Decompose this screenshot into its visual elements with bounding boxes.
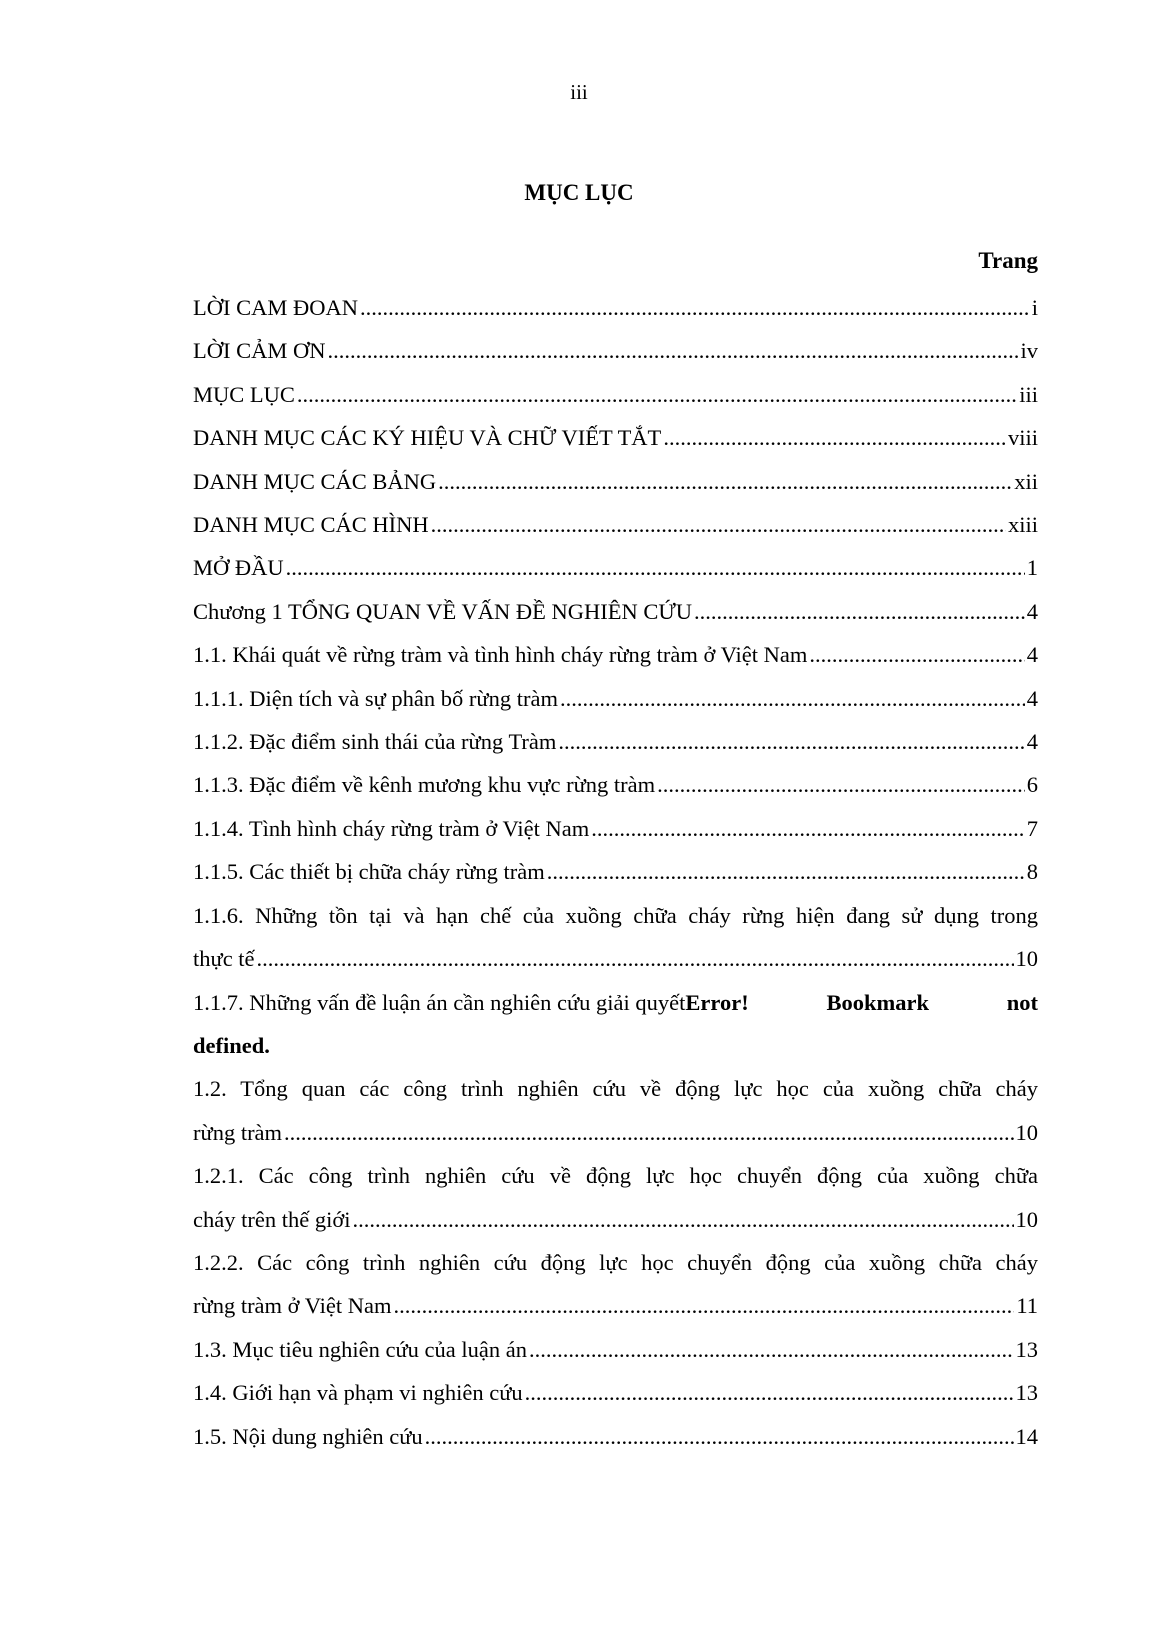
toc-entry-page: 7 — [1026, 815, 1038, 841]
toc-entry-page: 11 — [1016, 1293, 1038, 1319]
toc-entry[interactable] — [193, 416, 1038, 459]
toc-entry-line1: 1.2. Tổng quan các công trình nghiên cứu về động lực học của xuồng chữa cháy — [193, 1076, 1038, 1102]
toc-entry-label: thực tế — [193, 946, 255, 972]
toc-entry-label: rừng tràm — [193, 1119, 283, 1145]
dot-leader — [328, 329, 1019, 372]
toc-entry-page: 10 — [1015, 1206, 1038, 1232]
toc-entry[interactable] — [193, 763, 1038, 806]
dot-leader — [558, 720, 1024, 763]
dot-leader — [663, 416, 1006, 459]
toc-entry-page: 4 — [1026, 642, 1038, 668]
toc-entry[interactable] — [193, 329, 1038, 372]
dot-leader — [257, 937, 1014, 980]
toc-entry-page: 4 — [1026, 685, 1038, 711]
toc-entry-page: 10 — [1015, 1119, 1038, 1145]
toc-entry-label: cháy trên thế giới — [193, 1206, 351, 1232]
toc-entry-label: DANH MỤC CÁC HÌNH — [193, 512, 429, 538]
dot-leader — [694, 590, 1025, 633]
toc-entry[interactable] — [193, 807, 1038, 850]
toc-entry[interactable] — [193, 1328, 1038, 1371]
toc-entry-label: rừng tràm ở Việt Nam — [193, 1293, 392, 1319]
toc-entry-line1: 1.2.2. Các công trình nghiên cứu động lực học chuyển động của xuồng chữa cháy — [193, 1249, 1038, 1275]
toc-entry-page: 13 — [1015, 1380, 1038, 1406]
toc-entry-page: iv — [1020, 338, 1038, 364]
toc-entry-page: 4 — [1026, 729, 1038, 755]
toc-entry[interactable] — [193, 286, 1038, 329]
toc-entry-page: 6 — [1026, 772, 1038, 798]
toc-entry-label: 1.1.5. Các thiết bị chữa cháy rừng tràm — [193, 859, 545, 885]
toc-entry-multiline[interactable] — [193, 1154, 1038, 1241]
dot-leader — [560, 677, 1025, 720]
toc-entry-label: 1.4. Giới hạn và phạm vi nghiên cứu — [193, 1380, 523, 1406]
toc-entry-page: 8 — [1026, 859, 1038, 885]
toc-entry[interactable] — [193, 850, 1038, 893]
toc-entry-multiline[interactable] — [193, 1241, 1038, 1328]
toc-entry-label: Chương 1 TỔNG QUAN VỀ VẤN ĐỀ NGHIÊN CỨU — [193, 598, 693, 624]
toc-entry-page: 4 — [1026, 598, 1038, 624]
toc-entry-label: MỞ ĐẦU — [193, 555, 284, 581]
dot-leader — [529, 1328, 1014, 1371]
toc-entry-label: 1.1.4. Tình hình cháy rừng tràm ở Việt Nam — [193, 815, 590, 841]
toc-entry[interactable] — [193, 590, 1038, 633]
toc-entry-page: 1 — [1026, 555, 1038, 581]
toc-entry-label: 1.3. Mục tiêu nghiên cứu của luận án — [193, 1336, 527, 1362]
toc-entry-page: iii — [1019, 381, 1038, 407]
toc-entry-label: 1.1.3. Đặc điểm về kênh mương khu vực rừng tràm — [193, 772, 656, 798]
toc-entry-label: 1.1.2. Đặc điểm sinh thái của rừng Tràm — [193, 729, 557, 755]
toc-entry[interactable] — [193, 720, 1038, 763]
toc-entry-line1: 1.1.6. Những tồn tại và hạn chế của xuồng chữa cháy rừng hiện đang sử dụng trong — [193, 902, 1038, 928]
dot-leader — [297, 373, 1017, 416]
toc-entry-multiline[interactable] — [193, 894, 1038, 981]
toc-entry-label: 1.1. Khái quát về rừng tràm và tình hình cháy rừng tràm ở Việt Nam — [193, 642, 808, 668]
page-column-label: Trang — [978, 248, 1038, 273]
dot-leader — [809, 633, 1024, 676]
table-of-contents — [193, 286, 1038, 1458]
toc-entry-line1: 1.2.1. Các công trình nghiên cứu về động lực học chuyển động của xuồng chữa — [193, 1163, 1038, 1189]
page-title: MỤC LỤC — [524, 180, 634, 205]
dot-leader — [352, 1198, 1013, 1241]
toc-entry-multiline[interactable] — [193, 1067, 1038, 1154]
toc-entry-label: MỤC LỤC — [193, 381, 295, 407]
bookmark-error-text: defined. — [193, 1032, 270, 1058]
toc-entry-label: 1.1.1. Diện tích và sự phân bố rừng tràm — [193, 685, 558, 711]
toc-entry-page: xii — [1014, 468, 1038, 494]
bookmark-error-text: Error! — [685, 989, 749, 1015]
toc-entry-error[interactable] — [193, 981, 1038, 1068]
dot-leader — [525, 1371, 1014, 1414]
bookmark-error-text: not — [1006, 989, 1038, 1015]
toc-entry-page: 13 — [1015, 1336, 1038, 1362]
toc-entry-label: 1.1.7. Những vấn đề luận án cần nghiên cứu giải quyết — [193, 989, 686, 1015]
toc-entry-label: LỜI CAM ĐOAN — [193, 295, 358, 320]
toc-entry-label: DANH MỤC CÁC BẢNG — [193, 468, 437, 494]
dot-leader — [286, 546, 1025, 589]
toc-entry[interactable] — [193, 677, 1038, 720]
dot-leader — [547, 850, 1025, 893]
toc-entry-page: 14 — [1015, 1423, 1038, 1449]
toc-entry-label: LỜI CẢM ƠN — [193, 338, 326, 364]
toc-entry[interactable] — [193, 373, 1038, 416]
toc-entry-label: 1.5. Nội dung nghiên cứu — [193, 1423, 423, 1449]
dot-leader — [591, 807, 1025, 850]
page-number: iii — [570, 80, 588, 104]
toc-entry-page: 10 — [1015, 946, 1038, 972]
dot-leader — [657, 763, 1025, 806]
dot-leader — [431, 503, 1006, 546]
toc-entry[interactable] — [193, 460, 1038, 503]
toc-entry-page: xiii — [1007, 512, 1038, 538]
dot-leader — [425, 1415, 1014, 1458]
toc-entry[interactable] — [193, 503, 1038, 546]
dot-leader — [284, 1111, 1013, 1154]
toc-entry[interactable] — [193, 633, 1038, 676]
dot-leader — [438, 460, 1012, 503]
toc-entry-page: viii — [1007, 425, 1038, 451]
dot-leader — [360, 286, 1030, 329]
toc-entry[interactable] — [193, 546, 1038, 589]
dot-leader — [394, 1284, 1015, 1327]
toc-entry[interactable] — [193, 1415, 1038, 1458]
toc-entry[interactable] — [193, 1371, 1038, 1414]
bookmark-error-text: Bookmark — [826, 989, 929, 1015]
toc-entry-page: i — [1031, 295, 1038, 320]
toc-entry-label: DANH MỤC CÁC KÝ HIỆU VÀ CHỮ VIẾT TẮT — [193, 425, 662, 451]
